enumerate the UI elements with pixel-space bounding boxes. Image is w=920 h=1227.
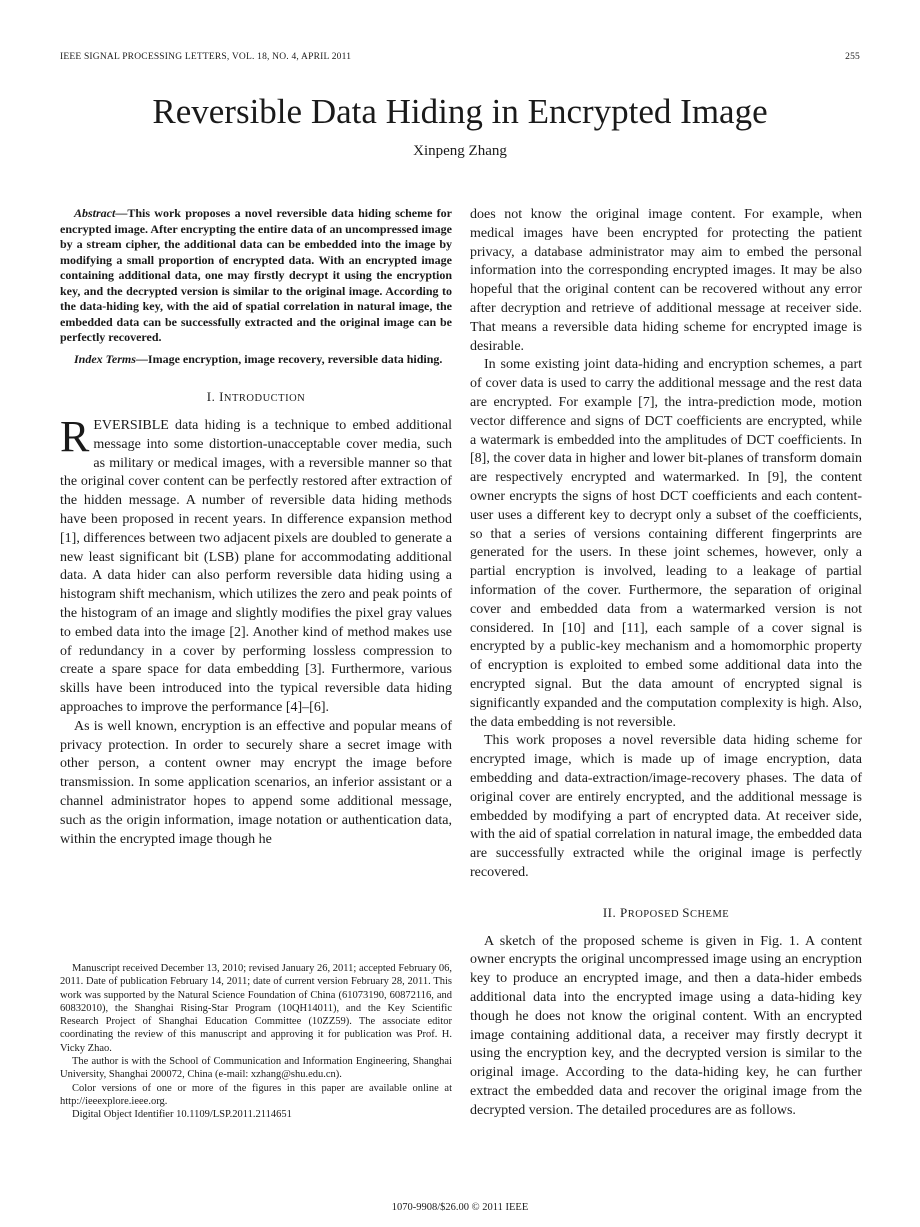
index-terms bbox=[60, 352, 452, 368]
footnote-color-versions: Color versions of one or more of the figures in this paper are available online at http://ieeexplore.ieee.org. bbox=[60, 1082, 452, 1107]
footnote-author-affiliation: The author is with the School of Communication and Information Engineering, Shanghai University, Shanghai 200072, China (e-mail: xzhang@shu.edu.cn). bbox=[60, 1056, 452, 1081]
intro-paragraph-2: As is well known, encryption is an effective and popular means of privacy protection. In order to securely share a secret image with other person, a content owner may encrypt the image before transmission. In some application scenarios, an inferior assistant or a channel administrator hopes to append some additional message, such as the origin information, image notation or authentication data, within the encrypted image though he bbox=[60, 718, 452, 847]
paper-title: Reversible Data Hiding in Encrypted Image bbox=[152, 92, 768, 131]
footnotes bbox=[60, 962, 452, 1122]
abstract-label: Abstract bbox=[74, 206, 116, 220]
left-column bbox=[60, 206, 452, 849]
drop-cap: R bbox=[60, 412, 90, 461]
running-header-journal: IEEE SIGNAL PROCESSING LETTERS, VOL. 18, NO. 4, APRIL 2011 bbox=[60, 52, 352, 62]
copyright-footer: 1070-9908/$26.00 © 2011 IEEE bbox=[391, 1202, 529, 1213]
proposed-paragraph-1: A sketch of the proposed scheme is given in Fig. 1. A content owner encrypts the original uncompressed image using an encryption key to produce an encrypted image, and then a data-hider embeds additional data into the encrypted image using a data-hiding key though he does not know the original content. With an encrypted image containing additional data, a receiver may firstly decrypt it using the encryption key, and the decrypted version is similar to the original image. According to the data-hiding key, he can further extract the embedded data and recover the original image from the decrypted version. The detailed procedures are as follows. bbox=[470, 933, 862, 1118]
intro-paragraph-4: This work proposes a novel reversible data hiding scheme for encrypted image, which is made up of image encryption, data embedding and data-extraction/image-recovery phases. The data of original cover are entirely encrypted, and the additional message is embedded by modifying a part of encrypted data. At receiver side, with the aid of spatial correlation in natural image, the embedded data are successfully extracted while the original image is perfectly recovered. bbox=[470, 733, 862, 880]
right-column bbox=[470, 206, 862, 1121]
section-heading-proposed-scheme: II. PROPOSED SCHEME bbox=[602, 904, 730, 920]
index-terms-label: Index Terms bbox=[74, 351, 136, 366]
abstract bbox=[60, 206, 452, 346]
footnote-doi: Digital Object Identifier 10.1109/LSP.2011.2114651 bbox=[72, 1109, 292, 1121]
intro-paragraph-3: In some existing joint data-hiding and encryption schemes, a part of cover data is used to carry the additional message and the rest data are encrypted. For example [7], the intra-prediction mode, motion vector difference and signs of DCT coefficients are encrypted, while a watermark is embedded into the amplitudes of DCT coefficients. In [8], the cover data in higher and lower bit-planes of transform domain are respectively encrypted and watermarked. In [9], the content owner encrypts the signs of host DCT coefficients and each content-user uses a different key to decrypt only a subset of the coefficients, so that a series of versions containing different fingerprints are generated for the users. In these joint schemes, however, only a partial encryption is involved, leading to a leakage of partial information of the cover. Furthermore, the separation of original cover and embedded data from a watermarked version is not considered. In [10] and [11], each sample of a cover signal is encrypted by a public-key mechanism and a homomorphic property of encryption is exploited to embed some additional data into the encrypted signal. But the data amount of encrypted signal is significantly expanded and the computation complexity is high. Also, the data embedding is not reversible. bbox=[470, 357, 862, 730]
section-heading-introduction: I. INTRODUCTION bbox=[206, 389, 306, 404]
intro-paragraph-2-continued: does not know the original image content. For example, when medical images have been encrypted for protecting the patient privacy, a database administrator may aim to embed the personal information into the corresponding encrypted images. It may be also hopeful that the original content can be recovered without any error after decryption and retrieve of additional message at receiver side. That means a reversible data hiding scheme for encrypted image is desirable. bbox=[470, 207, 862, 354]
footnote-manuscript: Manuscript received December 13, 2010; revised January 26, 2011; accepted February 06, 2011. Date of publication February 14, 2011; date of current version February 28, 2011. This work was supported by the Natural Science Foundation of China (61073190, 60872116, and 60832010), the Shanghai Rising-Star Program (10QH14011), and the Key Scientific Research Project of Shanghai Education Committee (10ZZ59). The associate editor coordinating the review of this manuscript and approving it for publication was Prof. H. Vicky Zhao. bbox=[60, 963, 452, 1054]
page-number: 255 bbox=[845, 52, 860, 62]
intro-paragraph-1: REVERSIBLE data hiding is a technique to embed additional message into some distortion-unacceptable cover media, such as military or medical images, with a reversible manner so that the original cover content can be perfectly restored after extraction of the hidden message. A number of reversible data hiding methods have been proposed in recent years. In difference expansion method [1], differences between two adjacent pixels are doubled to generate a new least significant bit (LSB) plane for accommodating additional data. A data hider can also perform reversible data hiding using a histogram shift mechanism, which utilizes the zero and peak points of the histogram of an image and slightly modifies the pixel gray values to embed data into the image [2]. Another kind of method makes use of redundancy in a cover by performing lossless compression to create a spare space for data embedding [3]. Furthermore, various skills have been introduced into the typical reversible data hiding approaches to improve the performance [4]–[6]. bbox=[60, 412, 452, 715]
abstract-text: —This work proposes a novel reversible data hiding scheme for encrypted image. After encrypting the entire data of an uncompressed image by a stream cipher, the additional data can be embedded into the image by modifying a small proportion of encrypted data. With an encrypted image containing additional data, one may firstly decrypt it using the encryption key, and the decrypted version is similar to the original image. According to the data-hiding key, with the aid of spatial correlation in natural image, the embedded data can be successfully extracted and the original image can be perfectly recovered. bbox=[60, 206, 452, 344]
author-name: Xinpeng Zhang bbox=[413, 143, 507, 159]
index-terms-text: —Image encryption, image recovery, reversible data hiding. bbox=[135, 351, 443, 366]
